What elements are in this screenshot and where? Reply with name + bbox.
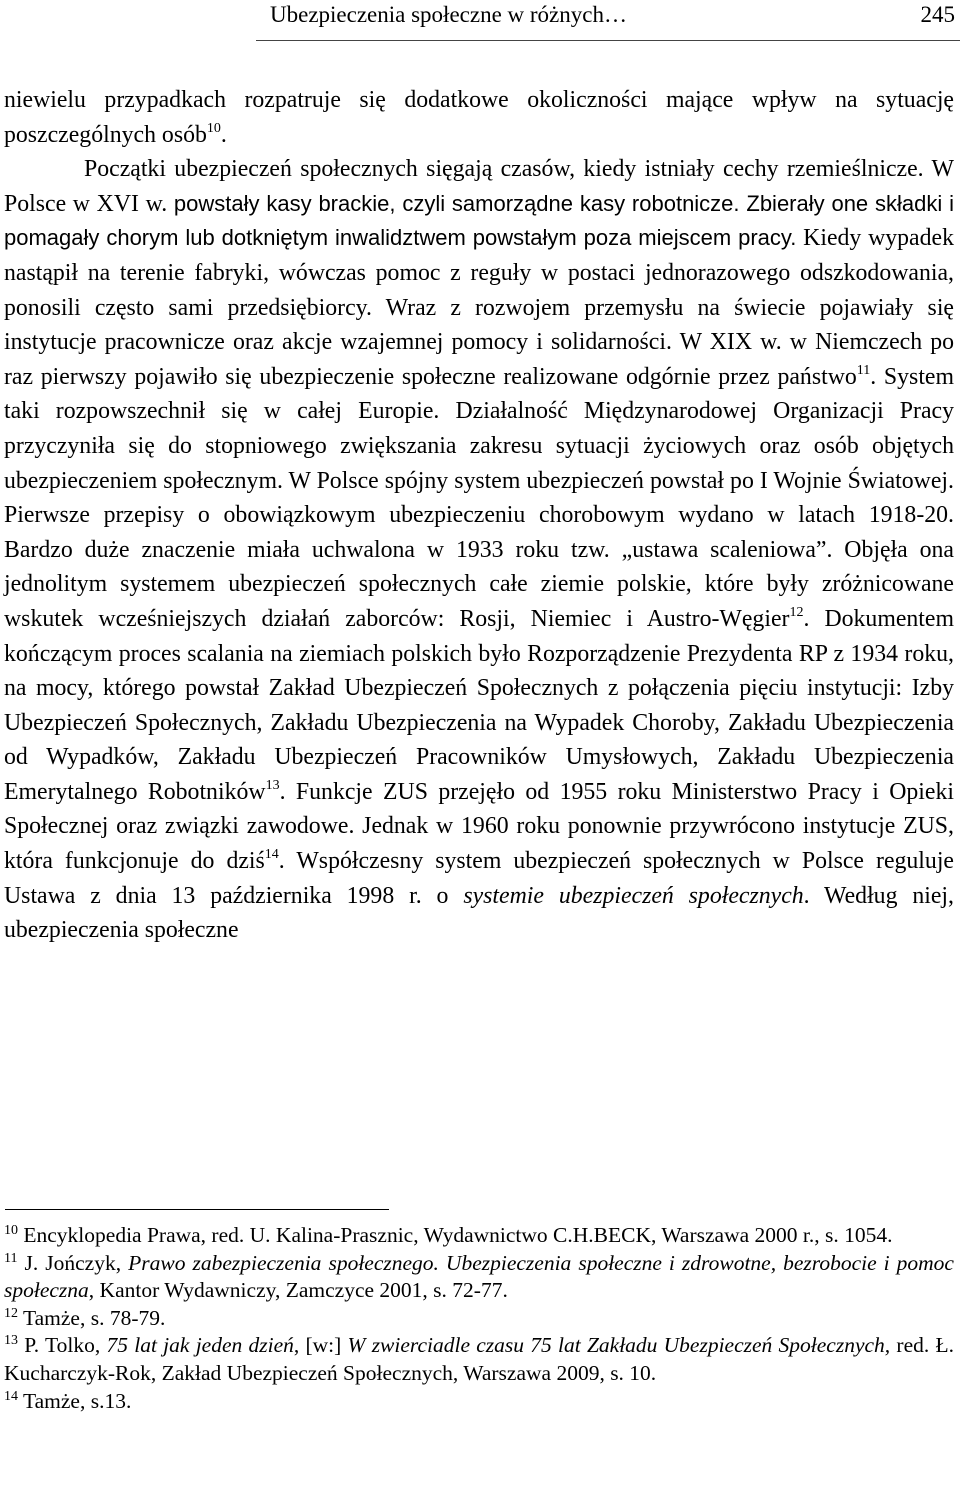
paragraph-1-end: . bbox=[220, 121, 227, 148]
footnote-11-author: J. Jończyk, bbox=[17, 1250, 129, 1275]
paragraph-2-part-f: . Współczesny system ubezpieczeń społecznych w Polsce reguluje Ustawa z dnia 13 października 1998 r. o bbox=[4, 848, 954, 909]
footnote-11 bbox=[4, 1250, 954, 1305]
header-title: Ubezpieczenia społeczne w różnych… bbox=[270, 2, 627, 27]
footnote-separator bbox=[5, 1209, 389, 1210]
footnote-ref-10[interactable]: 10 bbox=[206, 120, 221, 136]
footnote-number-10: 10 bbox=[4, 1223, 18, 1238]
footnote-13-publisher: red. Ł. Kucharczyk-Rok, Zakład Ubezpieczeń Społecznych, Warszawa 2009, s. 10. bbox=[4, 1333, 954, 1385]
paragraph-2-part-a: Początki ubezpieczeń społecznych sięgają czasów, kiedy istniały cechy rzemieślnicze. W Polsce w XVI w. bbox=[4, 156, 954, 217]
paragraph-1 bbox=[4, 83, 954, 152]
footnote-number-14: 14 bbox=[4, 1388, 18, 1404]
act-title-italic: systemie ubezpieczeń społecznych bbox=[463, 882, 804, 909]
footnote-ref-12[interactable]: 12 bbox=[789, 604, 804, 620]
running-header bbox=[270, 0, 955, 30]
footnote-number-13: 13 bbox=[4, 1333, 18, 1349]
footnote-13-in: , [w:] bbox=[293, 1333, 348, 1358]
footnotes bbox=[4, 1222, 954, 1415]
footnote-ref-11[interactable]: 11 bbox=[856, 362, 871, 378]
header-divider bbox=[256, 40, 960, 41]
page-number: 245 bbox=[920, 2, 955, 27]
main-text bbox=[4, 83, 954, 948]
footnote-11-publisher: , Kantor Wydawniczy, Zamczyce 2001, s. 72-77. bbox=[88, 1278, 508, 1303]
paragraph-2-part-c: . System taki rozpowszechnił się w całej Europie. Działalność Międzynarodowej Organizacji Pracy przyczyniła się do stopniowego zwiększania zakresu sytuacji życiowych oraz osób objętych ubezpieczeniem społecznym. W Polsce spójny system ubezpieczeń powstał po I Wojnie Światowej. Pierwsze przepisy o obowiązkowym ubezpieczeniu chorobowym wydano w latach 1918-20. Bardzo duże znaczenie miała uchwalona w 1933 roku tzw. „ustawa scaleniowa”. Objęła ona jednolitym systemem ubezpieczeń społecznych całe ziemie polskie, które były zróżnicowane wskutek wcześniejszych działań zaborców: Rosji, Niemiec i Austro-Węgier bbox=[4, 363, 954, 632]
footnote-12 bbox=[4, 1305, 954, 1333]
footnote-13-author: P. Tolko, bbox=[18, 1333, 107, 1358]
footnote-number-12: 12 bbox=[4, 1305, 18, 1321]
footnote-11-title: Prawo zabezpieczenia społecznego. Ubezpieczenia społeczne i zdrowotne, bezrobocie i pomoc społeczna bbox=[4, 1250, 954, 1303]
footnote-10-text: Encyklopedia Prawa, red. U. Kalina-Prasznic, Wydawnictwo C.H.BECK, Warszawa 2000 r., s. 1054. bbox=[18, 1223, 893, 1247]
footnote-ref-13[interactable]: 13 bbox=[265, 777, 280, 793]
paragraph-2 bbox=[4, 152, 954, 948]
paragraph-1-text: niewielu przypadkach rozpatruje się dodatkowe okoliczności mające wpływ na sytuację poszczególnych osób bbox=[4, 87, 954, 148]
footnote-13-title: 75 lat jak jeden dzień bbox=[106, 1333, 294, 1358]
footnote-14-text: Tamże, s.13. bbox=[18, 1388, 132, 1413]
paragraph-2-part-d: . Dokumentem kończącym proces scalania na ziemiach polskich było Rozporządzenie Prezydenta RP z 1934 roku, na mocy, którego powstał Zakład Ubezpieczeń Społecznych z połączenia pięciu instytucji: Izby Ubezpieczeń Społecznych, Zakładu Ubezpieczenia na Wypadek Choroby, Zakładu Ubezpieczenia od Wypadków, Zakładu Ubezpieczeń Pracowników Umysłowych, Zakładu Ubezpieczenia Emerytalnego Robotników bbox=[4, 605, 954, 805]
footnote-13 bbox=[4, 1332, 954, 1387]
paragraph-2-part-b: Kiedy wypadek nastąpił na terenie fabryki, wówczas pomoc z reguły w postaci jednorazowego odszkodowania, ponosili często sami przedsiębiorcy. Wraz z rozwojem przemysłu na świecie pojawiały się instytucje pracownicze oraz akcje wzajemnej pomocy i solidarności. W XIX w. w Niemczech po raz pierwszy pojawiło się ubezpieczenie społeczne realizowane odgórnie przez państwo bbox=[4, 225, 954, 390]
footnote-14 bbox=[4, 1388, 954, 1416]
paragraph-2-part-e: . Funkcje ZUS przejęło od 1955 roku Ministerstwo Pracy i Opieki Społecznej oraz związki zawodowe. Jednak w 1960 roku ponownie przywrócono instytucje ZUS, która funkcjonuje do dziś bbox=[4, 778, 954, 875]
footnote-10 bbox=[4, 1222, 954, 1250]
paragraph-2-sans-passage: powstały kasy brackie, czyli samorządne kasy robotnicze. Zbierały one składki i pomagały chorym lub dotkniętym inwalidztwem powstałym poza miejscem pracy. bbox=[4, 190, 954, 251]
paragraph-2-part-g: . Według niej, ubezpieczenia społeczne bbox=[4, 882, 954, 944]
footnote-13-book-title: W zwierciadle czasu 75 lat Zakładu Ubezpieczeń Społecznych, bbox=[347, 1333, 891, 1358]
footnote-ref-14[interactable]: 14 bbox=[264, 847, 279, 863]
footnote-12-text: Tamże, s. 78-79. bbox=[18, 1305, 166, 1330]
footnote-number-11: 11 bbox=[4, 1250, 18, 1266]
